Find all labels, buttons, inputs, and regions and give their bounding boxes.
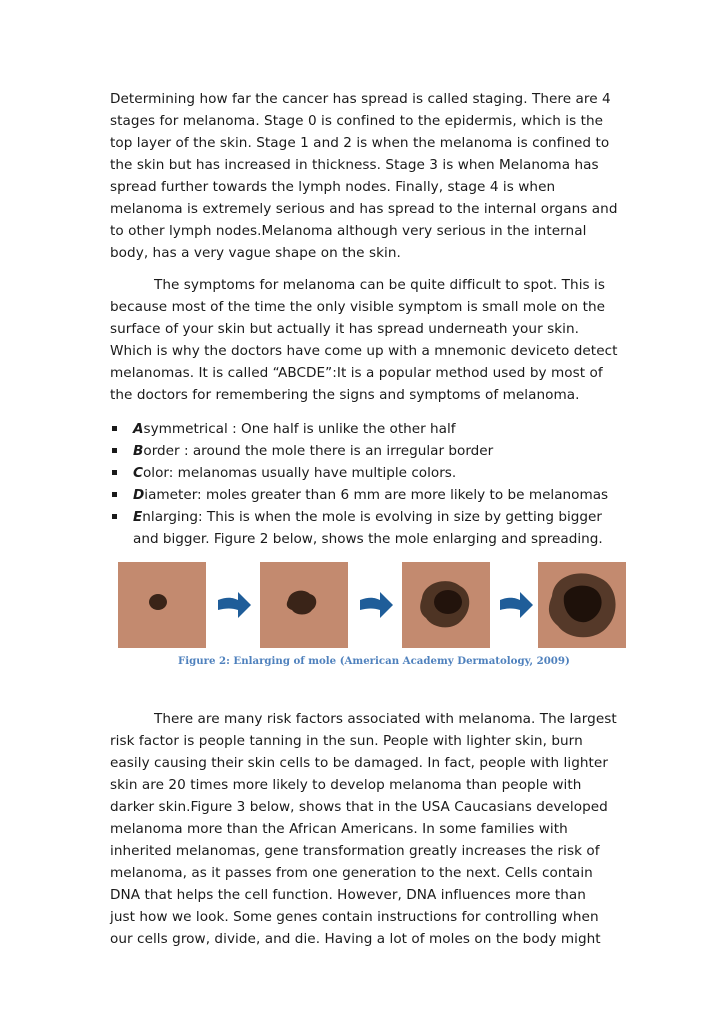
- list-item: [112, 418, 632, 440]
- list-item-text: and bigger. Figure 2 below, shows the mole enlarging and spreading.: [133, 531, 603, 547]
- text-line: melanomas. It is called “ABCDE”:It is a popular method used by most of: [110, 365, 603, 381]
- text-line: melanoma, as it passes from one generation to the next. Cells contain: [110, 865, 593, 881]
- mnemonic-letter: C: [133, 465, 143, 481]
- bullet-square-icon: [112, 492, 117, 497]
- bullet-square-icon: [112, 448, 117, 453]
- paragraph-symptoms: [110, 274, 620, 406]
- list-item: [112, 440, 632, 462]
- right-arrow-icon: [498, 588, 534, 622]
- text-line: melanoma is extremely serious and has spread to the internal organs and: [110, 201, 618, 217]
- mnemonic-letter: A: [133, 421, 144, 437]
- text-line: the doctors for remembering the signs and symptoms of melanoma.: [110, 387, 580, 403]
- text-line: our cells grow, divide, and die. Having a lot of moles on the body might: [110, 931, 601, 947]
- text-line: the skin but has increased in thickness. Stage 3 is when Melanoma has: [110, 157, 599, 173]
- figure-caption: Figure 2: Enlarging of mole (American Academy Dermatology, 2009): [178, 655, 570, 667]
- text-line: Determining how far the cancer has spread is called staging. There are 4: [110, 91, 611, 107]
- list-item-text: olor: melanomas usually have multiple colors.: [142, 465, 457, 481]
- text-line: risk factor is people tanning in the sun. People with lighter skin, burn: [110, 733, 583, 749]
- text-line: darker skin.Figure 3 below, shows that in the USA Caucasians developed: [110, 799, 608, 815]
- abcde-list: [112, 418, 632, 550]
- mole-image-stage-3: [402, 562, 490, 648]
- list-item-text: nlarging: This is when the mole is evolving in size by getting bigger: [142, 509, 602, 525]
- mnemonic-letter: B: [133, 443, 144, 459]
- list-item-continuation: [112, 528, 632, 550]
- mole-image-stage-4: [538, 562, 626, 648]
- text-line: inherited melanomas, gene transformation greatly increases the risk of: [110, 843, 600, 859]
- bullet-square-icon: [112, 514, 117, 519]
- list-item: [112, 484, 632, 506]
- figure-mole-enlarging: [118, 562, 626, 648]
- text-line: The symptoms for melanoma can be quite difficult to spot. This is: [154, 277, 605, 293]
- text-line: melanoma more than the African Americans. In some families with: [110, 821, 568, 837]
- text-line: spread further towards the lymph nodes. Finally, stage 4 is when: [110, 179, 556, 195]
- text-line: surface of your skin but actually it has spread underneath your skin.: [110, 321, 580, 337]
- text-line: body, has a very vague shape on the skin.: [110, 245, 401, 261]
- paragraph-risk-factors: [110, 708, 620, 950]
- paragraph-staging: [110, 88, 620, 264]
- bullet-square-icon: [112, 426, 117, 431]
- right-arrow-icon: [358, 588, 394, 622]
- text-line: DNA that helps the cell function. However, DNA influences more than: [110, 887, 586, 903]
- mole-image-stage-1: [118, 562, 206, 648]
- text-line: stages for melanoma. Stage 0 is confined to the epidermis, which is the: [110, 113, 604, 129]
- text-line: because most of the time the only visible symptom is small mole on the: [110, 299, 606, 315]
- text-line: just how we look. Some genes contain instructions for controlling when: [110, 909, 599, 925]
- list-item-text: iameter: moles greater than 6 mm are more likely to be melanomas: [144, 487, 609, 503]
- text-line: to other lymph nodes.Melanoma although very serious in the internal: [110, 223, 587, 239]
- mnemonic-letter: E: [133, 509, 143, 525]
- text-line: top layer of the skin. Stage 1 and 2 is when the melanoma is confined to: [110, 135, 610, 151]
- text-line: skin are 20 times more likely to develop melanoma than people with: [110, 777, 582, 793]
- bullet-square-icon: [112, 470, 117, 475]
- right-arrow-icon: [216, 588, 252, 622]
- text-line: easily causing their skin cells to be damaged. In fact, people with lighter: [110, 755, 608, 771]
- text-line: Which is why the doctors have come up with a mnemonic deviceto detect: [110, 343, 618, 359]
- list-item: [112, 462, 632, 484]
- mole-image-stage-2: [260, 562, 348, 648]
- mnemonic-letter: D: [133, 487, 145, 503]
- list-item-text: symmetrical : One half is unlike the other half: [143, 421, 456, 437]
- text-line: There are many risk factors associated with melanoma. The largest: [154, 711, 617, 727]
- list-item: [112, 506, 632, 528]
- list-item-text: order : around the mole there is an irregular border: [143, 443, 494, 459]
